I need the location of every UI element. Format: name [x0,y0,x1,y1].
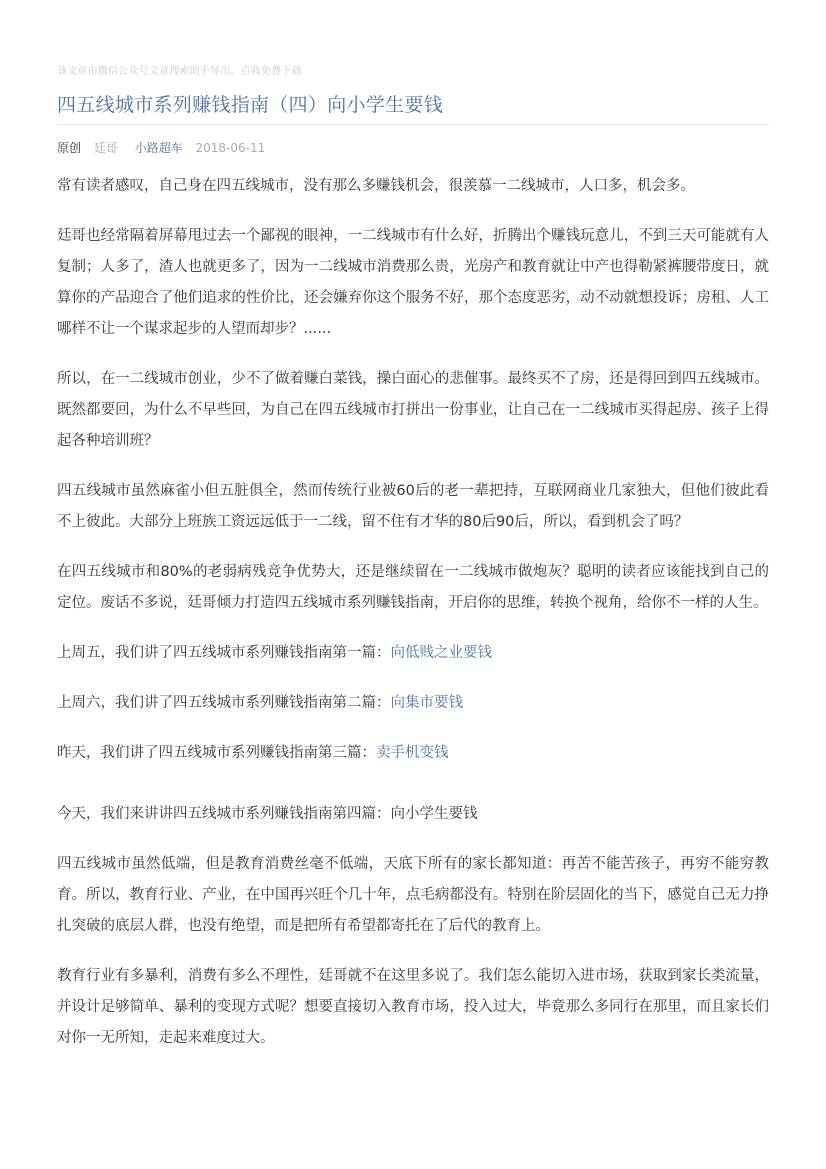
series-link-part-1[interactable]: 向低贱之业要钱 [390,645,492,661]
article-meta [57,140,274,156]
paragraph: 四五线城市虽然低端，但是教育消费丝毫不低端，天底下所有的家长都知道：再苦不能苦孩子，再穷不能穷教育。所以，教育行业、产业，在中国再兴旺个几十年，点毛病都没有。特别在阶层固化的当下，感觉自己无力挣扎突破的底层人群，也没有绝望，而是把所有希望都寄托在了后代的教育上。 [57,856,769,934]
series-item [57,638,769,669]
article-content [57,171,769,1073]
publish-date: 2018-06-11 [195,141,266,155]
series-item [57,738,769,769]
title-divider [57,124,769,125]
paragraph: 常有读者感叹，自己身在四五线城市，没有那么多赚钱机会，很羡慕一二线城市，人口多，机会多。 [57,178,695,194]
series-item-text: 昨天，我们讲了四五线城市系列赚钱指南第三篇： [57,745,376,761]
series-item-text: 上周六，我们讲了四五线城市系列赚钱指南第二篇： [57,695,391,711]
article-title: 四五线城市系列赚钱指南（四）向小学生要钱 [57,94,444,116]
original-tag: 原创 [57,141,82,155]
account-link[interactable]: 小路超车 [134,141,183,155]
export-notice-link[interactable]: 该文章由微信公众号文章搜索助手导出，点我免费下载 [57,66,302,77]
series-item [57,688,769,719]
paragraph: 所以，在一二线城市创业，少不了做着赚白菜钱，操白面心的悲催事。最终买不了房，还是得回到四五线城市。既然都要回，为什么不早些回，为自己在四五线城市打拼出一份事业，让自己在一二线城市买得起房、孩子上得起各种培训班？ [57,371,769,449]
paragraph: 廷哥也经常隔着屏幕甩过去一个鄙视的眼神，一二线城市有什么好，折腾出个赚钱玩意儿，不到三天可能就有人复制；人多了，渣人也就更多了，因为一二线城市消费那么贵，光房产和教育就让中产也得勒紧裤腰带度日，就算你的产品迎合了他们追求的性价比，还会嫌弃你这个服务不好，那个态度恶劣，动不动就想投诉；房租、人工哪样不让一个谋求起步的人望而却步？...... [57,228,769,337]
series-link-part-3[interactable]: 卖手机变钱 [376,745,449,761]
paragraph: 四五线城市虽然麻雀小但五脏俱全，然而传统行业被60后的老一辈把持，互联网商业几家独大，但他们彼此看不上彼此。大部分上班族工资远远低于一二线，留不住有才华的80后90后，所以，看到机会了吗？ [57,483,769,530]
series-item-text: 上周五，我们讲了四五线城市系列赚钱指南第一篇： [57,645,391,661]
today-intro: 今天，我们来讲讲四五线城市系列赚钱指南第四篇：向小学生要钱 [57,806,478,822]
author-name: 廷哥 [93,141,118,155]
paragraph: 在四五线城市和80%的老弱病残竞争优势大，还是继续留在一二线城市做炮灰？聪明的读者应该能找到自己的定位。废话不多说，廷哥倾力打造四五线城市系列赚钱指南，开启你的思维，转换个视角，给你不一样的人生。 [57,564,769,611]
series-link-part-2[interactable]: 向集市要钱 [390,695,463,711]
paragraph: 教育行业有多暴利，消费有多么不理性，廷哥就不在这里多说了。我们怎么能切入进市场，获取到家长类流量，并设计足够简单、暴利的变现方式呢？想要直接切入教育市场，投入过大，毕竟那么多同行在那里，而且家长们对你一无所知，走起来难度过大。 [57,968,769,1046]
